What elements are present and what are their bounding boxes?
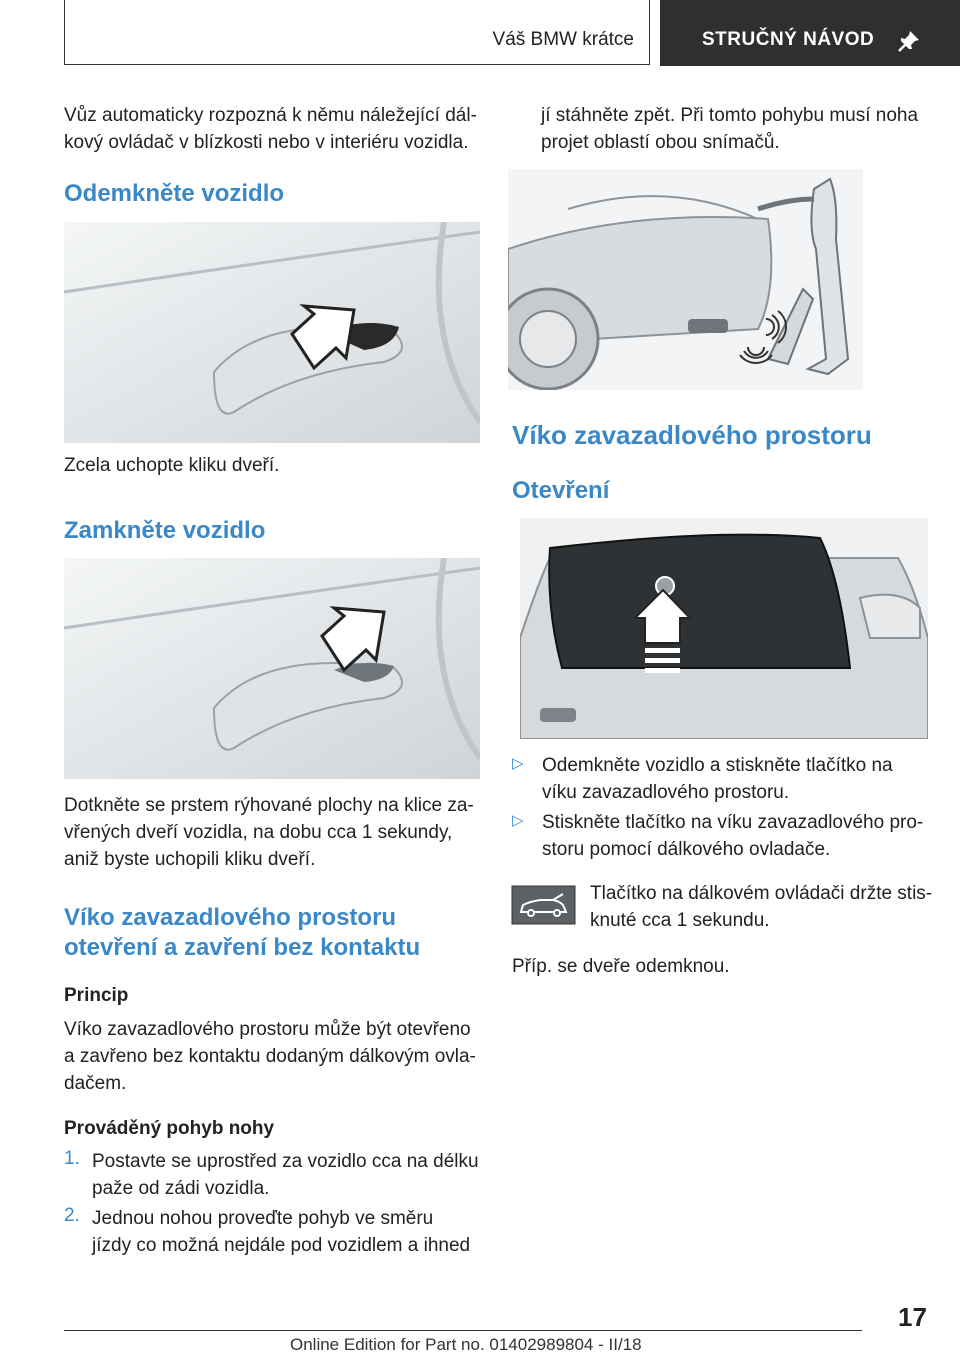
- lock-caption: Dotkněte se prstem rýhované plochy na klice za- vřených dveří vozidla, na dobu cca 1 sekundy, aniž byste uchopili kliku dveří.: [64, 795, 474, 870]
- foot-gesture-image: [508, 169, 863, 390]
- header-left-rule: [64, 0, 65, 65]
- header-separator: [649, 0, 650, 65]
- lock-heading: Zamkněte vozidlo: [64, 517, 266, 544]
- remote-note: Tlačítko na dálkovém ovládači držte stis- knuté cca 1 sekundu.: [590, 883, 933, 931]
- header-rule: [64, 64, 650, 65]
- list-item: 1. Postavte se uprostřed za vozidlo cca na délku paže od zádi vozidla.: [64, 1148, 479, 1199]
- door-handle-unlock-image: [64, 222, 480, 443]
- motion-heading: Prováděný pohyb nohy: [64, 1118, 275, 1139]
- unlock-caption: Zcela uchopte kliku dveří.: [64, 455, 280, 476]
- triangle-bullet-icon: ▷: [512, 755, 524, 772]
- open-heading: Otevření: [512, 477, 610, 504]
- door-handle-lock-image: [64, 558, 480, 779]
- list-item: 2. Jednou nohou proveďte pohyb ve směru jízdy co možná nejdále pod vozidlem a ihned: [64, 1205, 471, 1256]
- continued-text: jí stáhněte zpět. Při tomto pohybu musí noha projet oblastí obou snímačů.: [541, 105, 919, 153]
- list-item: ▷ Stiskněte tlačítko na víku zavazadlového pro- storu pomocí dálkového ovladače.: [512, 812, 924, 860]
- chapter-tab[interactable]: [660, 0, 960, 66]
- footer-rule: [64, 1330, 862, 1331]
- triangle-bullet-icon: ▷: [512, 812, 524, 829]
- unlock-heading: Odemkněte vozidlo: [64, 180, 285, 207]
- contactless-heading: Víko zavazadlového prostoru otevření a zavření bez kontaktu: [64, 904, 421, 961]
- trunk-heading: Víko zavazadlového prostoru: [512, 420, 872, 450]
- intro-text: Vůz automaticky rozpozná k němu náležející dál- kový ovládač v blízkosti nebo v interiéru vozidla.: [64, 105, 477, 153]
- car-trunk-icon: [511, 885, 576, 925]
- principle-heading: Princip: [64, 985, 129, 1006]
- section-title: Váš BMW krátce: [492, 29, 634, 50]
- pin-icon: [896, 28, 922, 54]
- final-note: Příp. se dveře odemknou.: [512, 956, 730, 977]
- list-item: ▷ Odemkněte vozidlo a stiskněte tlačítko na víku zavazadlového prostoru.: [512, 755, 893, 803]
- footer-edition: Online Edition for Part no. 01402989804 - II/18: [290, 1335, 642, 1354]
- chapter-tab-label: STRUČNÝ NÁVOD: [702, 29, 875, 50]
- trunk-lid-image: [520, 518, 928, 739]
- principle-text: Víko zavazadlového prostoru může být otevřeno a zavřeno bez kontaktu dodaným dálkovým ovla- dačem.: [64, 1019, 476, 1094]
- page-number: 17: [898, 1302, 927, 1332]
